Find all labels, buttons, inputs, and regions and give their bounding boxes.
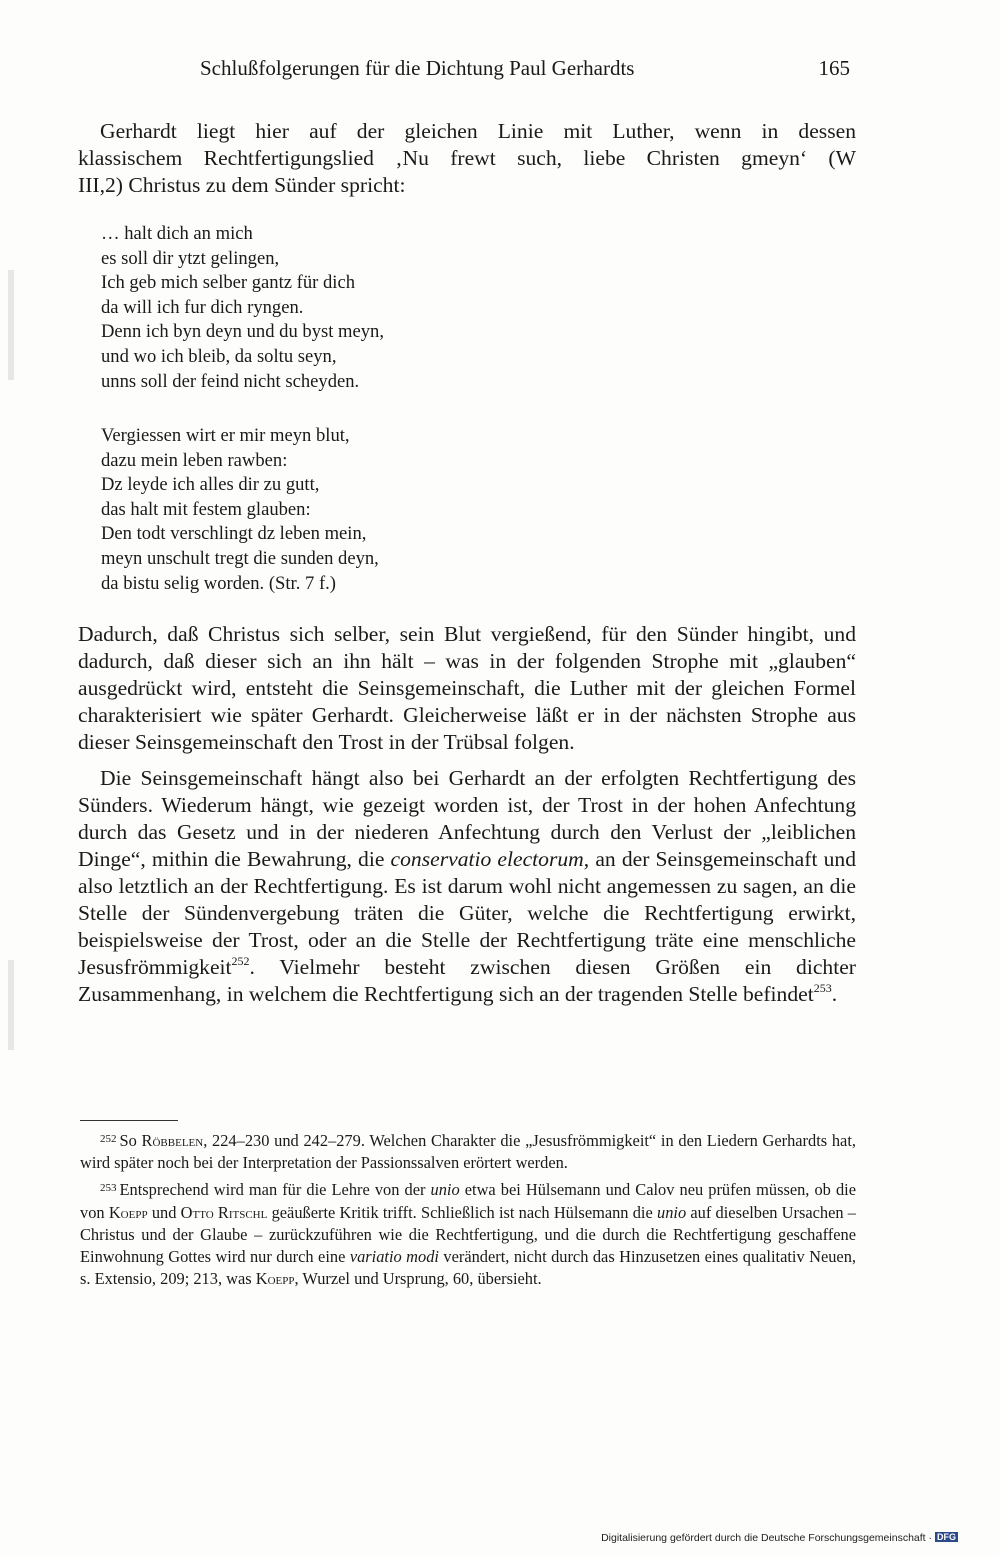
paragraph-text: . Vielmehr besteht zwischen diesen Größen ein dichter Zusammenhang, in welchem die Rechtfertigung sich an der tragenden Stelle befindet [78, 955, 856, 1006]
verse-line: und wo ich bleib, da soltu seyn, [101, 345, 337, 367]
footnote-text: , 224–230 und 242–279. Welchen Charakter die „Jesusfrömmigkeit“ in den Liedern Gerhardts hat, wird später noch bei der Interpretation der Passionssalven erörtert werden. [80, 1131, 856, 1173]
author-name: Otto Ritschl [180, 1202, 268, 1222]
scan-edge-mark [8, 960, 14, 1050]
footnote-text: Entsprechend wird man für die Lehre von der [119, 1180, 431, 1200]
footnote-text: , Wurzel und Ursprung, 60, übersieht. [294, 1269, 542, 1289]
digitization-credit [601, 1532, 958, 1544]
footnote-text: etwa bei Hülsemann und Calov neu prüfen müssen, ob die von [80, 1180, 856, 1222]
footnote-divider [80, 1120, 178, 1121]
intro-line: Gerhardt liegt hier auf der gleichen Linie mit Luther, wenn in dessen [100, 119, 856, 143]
intro-line: klassischem Rechtfertigungslied ‚Nu frewt such, liebe Christen gmeyn‘ (W [78, 146, 856, 170]
verse-line: unns soll der feind nicht scheyden. [101, 370, 360, 392]
author-name: Röbbelen [141, 1131, 204, 1150]
latin-term: unio [430, 1180, 460, 1200]
latin-term: unio [657, 1202, 687, 1222]
footnote-number: 253 [100, 1182, 117, 1195]
paragraph-text: Die Seinsgemeinschaft hängt also bei Gerhardt an der erfolgten Rechtfertigung des Sünders. Wiederum hängt, wie gezeigt worden ist, der Trost in der hohen Anfechtung durch das Gesetz und in der niederen Anfechtung durch den Verlust der „leiblichen Dinge“, mithin die Bewahrung, die [78, 766, 856, 871]
verse-block-1 [101, 222, 601, 394]
credit-text: Digitalisierung gefördert durch die Deutsche Forschungsgemeinschaft · [601, 1532, 932, 1544]
footnote-text: So [119, 1131, 142, 1150]
footnote-text: verändert, nicht durch das Hinzusetzen eines qualitativ Neuen, s. Extensio, 209; 213, was [80, 1247, 856, 1289]
running-title: Schlußfolgerungen für die Dichtung Paul Gerhardts [200, 56, 635, 80]
latin-term: variatio modi [349, 1247, 439, 1267]
footnote-reference[interactable]: 253 [813, 981, 832, 995]
intro-line: III,2) Christus zu dem Sünder spricht: [78, 173, 406, 197]
paragraph-text: , an der Seinsgemeinschaft und also letztlich an der Rechtfertigung. Es ist darum wohl nicht angemessen zu sagen, an die Stelle der Sündenvergebung träten die Güter, welche die Rechtfertigung erwirkt, beispielsweise der Trost, oder an die Stelle der Rechtfertigung träte eine menschliche Jesusfrömmigkeit [78, 847, 856, 979]
verse-line: da will ich fur dich ryngen. [101, 296, 304, 318]
intro-paragraph [78, 118, 856, 199]
paragraph-text: . [831, 982, 838, 1006]
verse-line: Denn ich byn deyn und du byst meyn, [101, 321, 385, 343]
footnote-text: und [147, 1202, 181, 1222]
verse-line: meyn unschult tregt die sunden deyn, [101, 547, 379, 569]
footnote-text: geäußerte Kritik trifft. Schließlich ist nach Hülsemann die [267, 1202, 657, 1222]
verse-line: da bistu selig worden. (Str. 7 f.) [101, 572, 336, 594]
running-header [200, 56, 850, 88]
verse-line: Vergiessen wirt er mir meyn blut, [101, 425, 350, 446]
footnote-253 [80, 1177, 856, 1290]
author-name: Koepp [255, 1269, 295, 1289]
verse-line: Dz leyde ich alles dir zu gutt, [101, 474, 320, 496]
verse-line: es soll dir ytzt gelingen, [101, 247, 280, 269]
footnote-number: 252 [100, 1133, 117, 1145]
verse-block-2 [101, 424, 601, 596]
footnotes [80, 1128, 856, 1293]
page-number: 165 [818, 56, 850, 80]
verse-line: … halt dich an mich [101, 223, 253, 244]
verse-line: dazu mein leben rawben: [101, 449, 288, 471]
footnote-text: auf dieselben Ursachen – Christus und der Glaube – zurückzuführen wie die Rechtfertigung, und die durch die Rechtfertigung geschaffene Einwohnung Gottes wird nur durch eine [80, 1202, 856, 1267]
scan-edge-mark [8, 270, 14, 380]
author-name: Koepp [108, 1202, 148, 1222]
latin-term: conservatio electorum [390, 847, 584, 871]
dfg-logo-icon[interactable]: DFG [937, 1532, 956, 1542]
verse-line: das halt mit festem glauben: [101, 498, 311, 520]
footnote-reference[interactable]: 252 [231, 954, 250, 968]
main-paragraph: Dadurch, daß Christus sich selber, sein Blut vergießend, für den Sünder hingibt, und dadurch, daß dieser sich an ihn hält – was in der folgenden Strophe mit „glauben“ ausgedrückt wird, entsteht die Seinsgemeinschaft, die Luther mit der gleichen Formel charakterisiert wie später Gerhardt. Gleicherweise läßt er in der nächsten Strophe aus dieser Seinsgemeinschaft den Trost in der Trübsal folgen. [78, 622, 856, 754]
verse-line: Ich geb mich selber gantz für dich [101, 272, 356, 294]
footnote-252 [80, 1128, 856, 1174]
second-paragraph [78, 765, 856, 1008]
verse-line: Den todt verschlingt dz leben mein, [101, 523, 367, 545]
